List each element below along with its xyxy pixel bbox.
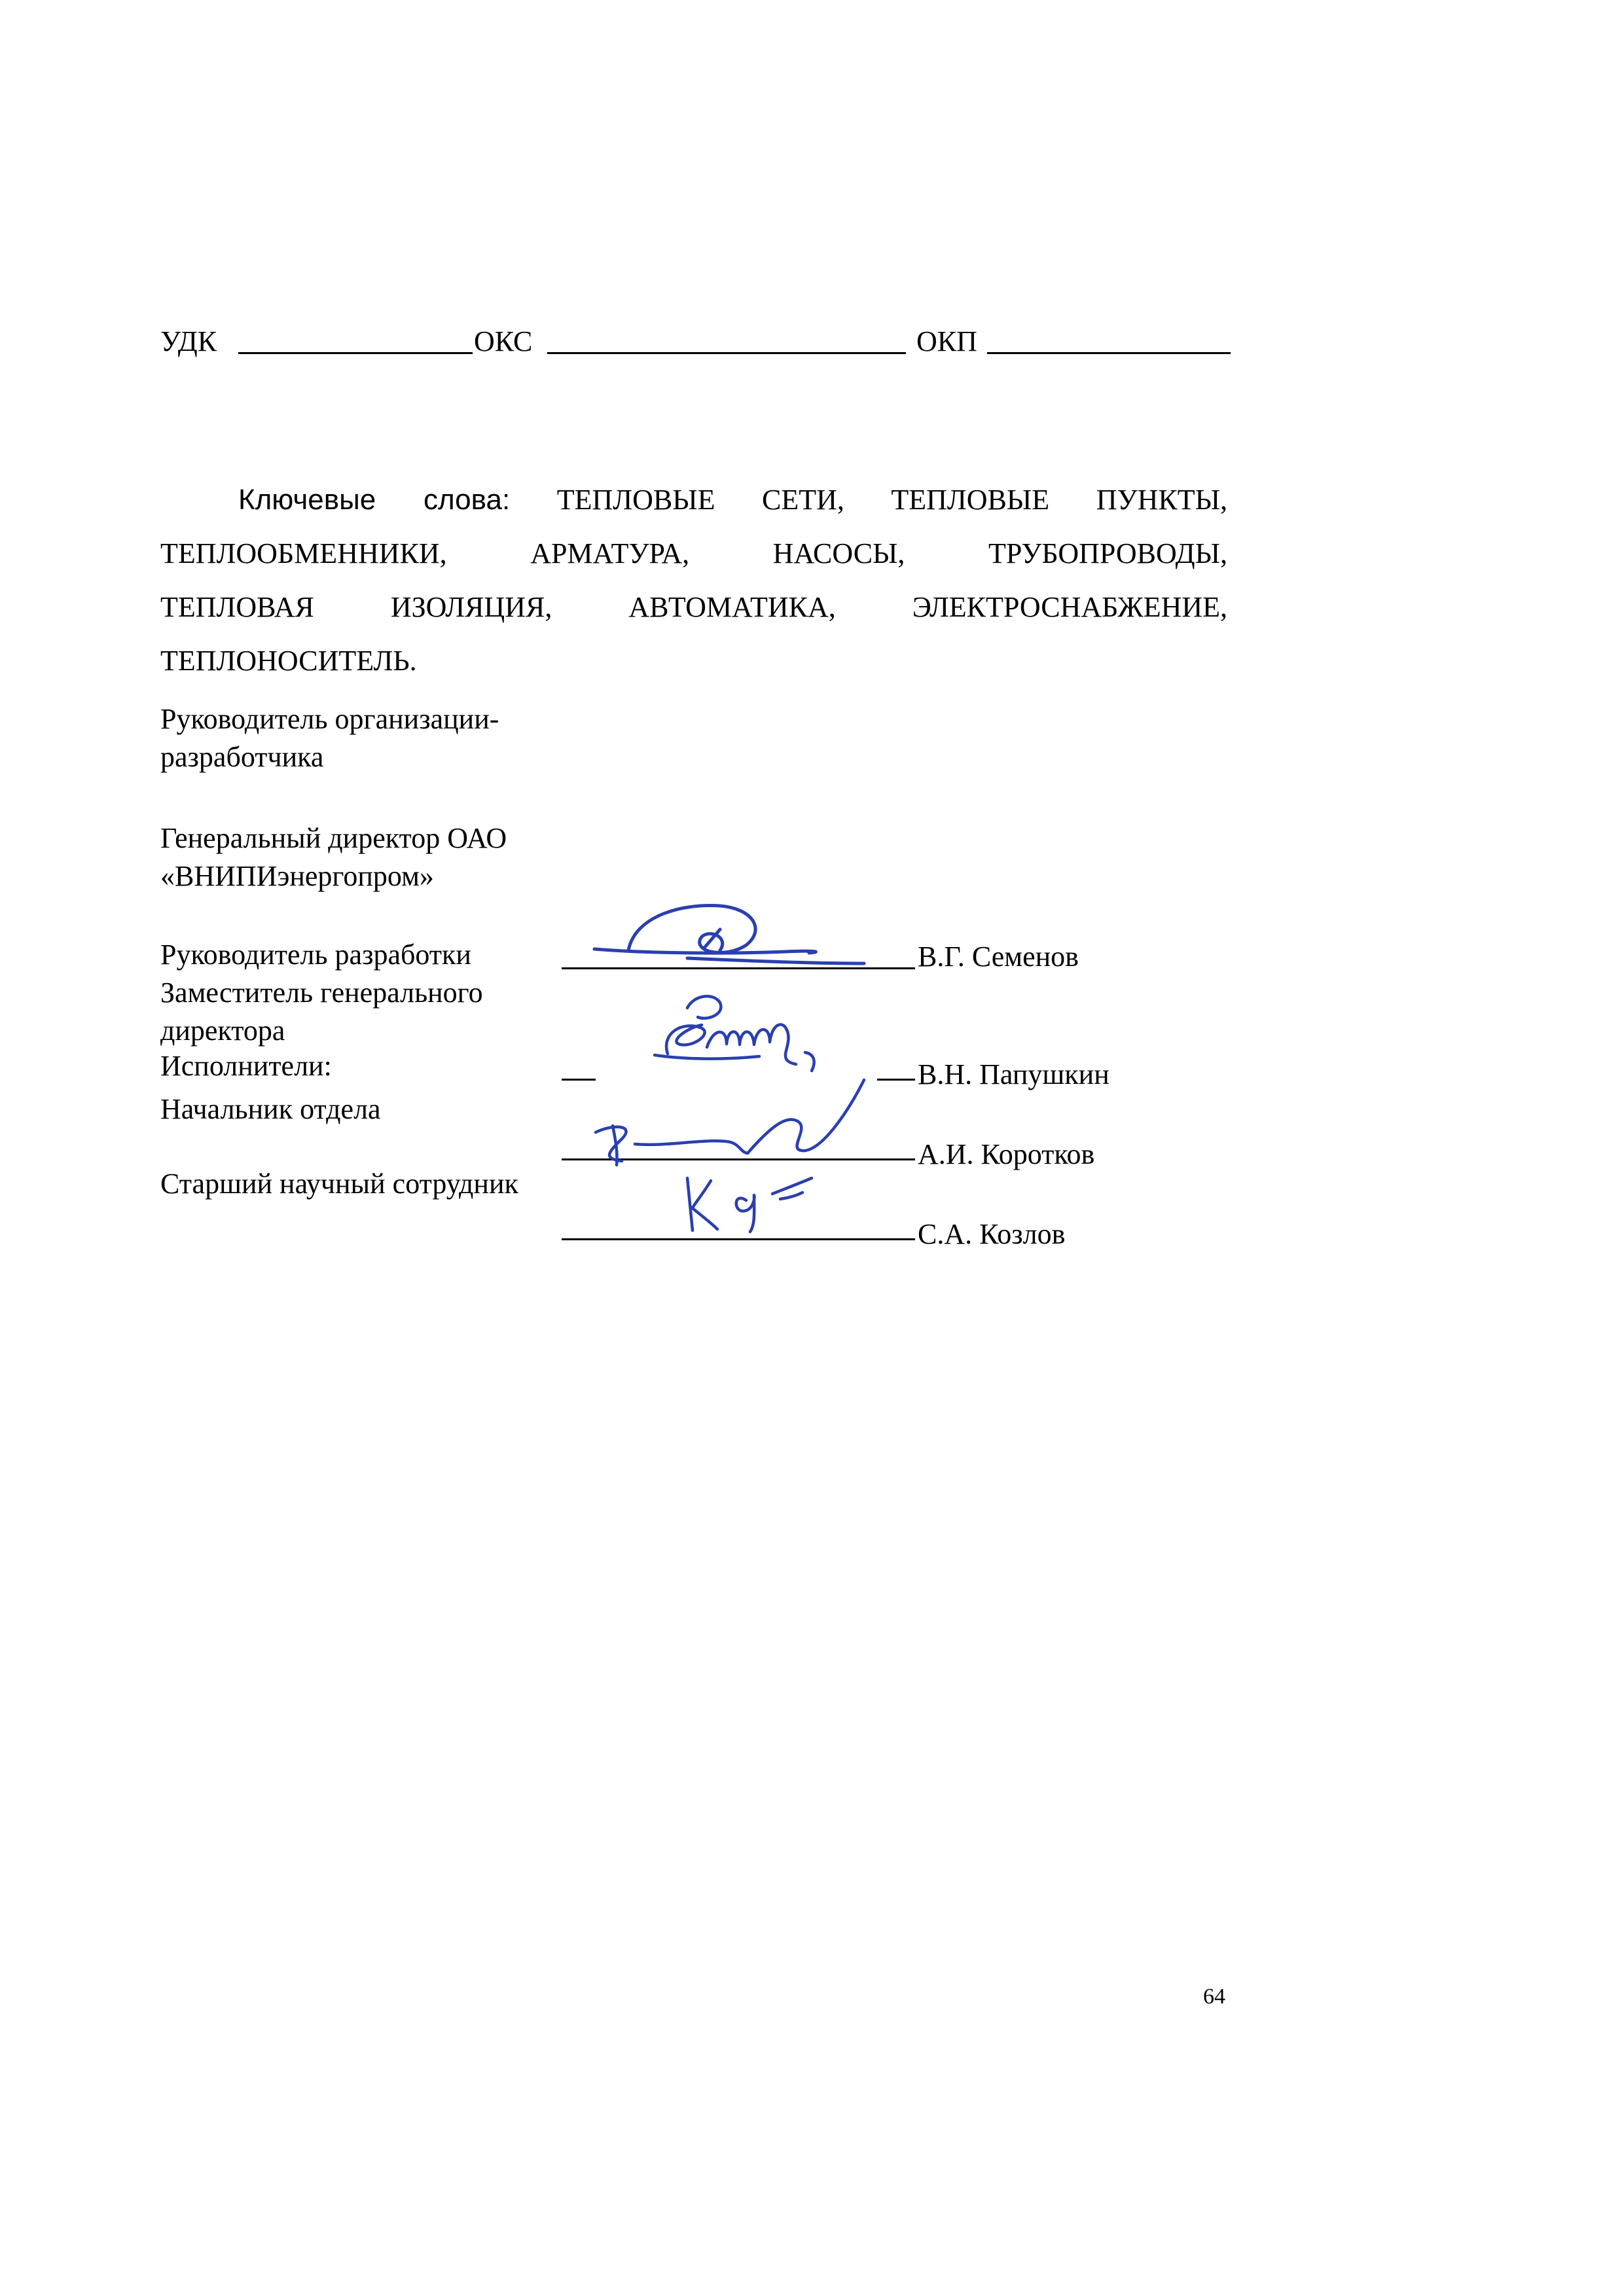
keyword: АВТОМАТИКА,	[628, 591, 836, 623]
keywords-intro: Ключевые слова:	[238, 484, 511, 516]
okp-label: ОКП	[916, 325, 977, 357]
keyword: ПУНКТЫ,	[1096, 484, 1227, 516]
general-director-title-line2: «ВНИПИэнергопром»	[160, 860, 434, 892]
keywords-line-4	[160, 644, 1227, 678]
keyword: НАСОСЫ,	[772, 537, 905, 569]
senior-researcher-signature	[674, 1158, 831, 1237]
oks-field-line	[547, 352, 906, 354]
udk-label: УДК	[160, 325, 217, 357]
executors-label: Исполнители:	[160, 1050, 332, 1082]
senior-researcher-role: Старший научный сотрудник	[160, 1168, 518, 1200]
keyword: ТЕПЛООБМЕННИКИ,	[160, 537, 447, 569]
keyword: ИЗОЛЯЦИЯ,	[390, 591, 552, 623]
senior-researcher-name: С.А. Козлов	[918, 1218, 1066, 1250]
udk-field-line	[238, 352, 473, 354]
deputy-title-line1: Заместитель генерального	[160, 977, 483, 1009]
general-director-title-line1: Генеральный директор ОАО	[160, 822, 507, 854]
keyword: СЕТИ,	[761, 484, 844, 516]
org-head-title-line1: Руководитель организации-	[160, 703, 499, 735]
keywords-line-2	[160, 537, 1227, 571]
dept-head-signature	[576, 1060, 871, 1172]
org-head-title-line2: разработчика	[160, 741, 324, 773]
senior-researcher-signature-line	[562, 1238, 915, 1240]
dev-lead-role: Руководитель разработки	[160, 939, 471, 971]
keyword: ТЕПЛОВАЯ	[160, 591, 314, 623]
keyword: ТРУБОПРОВОДЫ,	[988, 537, 1227, 569]
keyword: ТЕПЛОВЫЕ	[556, 484, 715, 516]
keywords-line-1	[238, 483, 1227, 517]
deputy-title-line2: директора	[160, 1014, 285, 1047]
dev-lead-signature	[589, 890, 877, 982]
oks-label: ОКС	[474, 325, 533, 357]
keyword: ТЕПЛОВЫЕ	[891, 484, 1050, 516]
dept-head-name: А.И. Коротков	[918, 1138, 1095, 1170]
keywords-line-3	[160, 590, 1227, 624]
keyword: АРМАТУРА,	[530, 537, 690, 569]
executor1-name: В.Н. Папушкин	[918, 1058, 1110, 1090]
dept-head-role: Начальник отдела	[160, 1093, 381, 1125]
keyword: ТЕПЛОНОСИТЕЛЬ.	[160, 645, 417, 677]
page-number: 64	[1203, 1984, 1225, 2009]
okp-field-line	[987, 352, 1231, 354]
dev-lead-name: В.Г. Семенов	[918, 941, 1079, 973]
executor1-signature-line-right	[877, 1079, 915, 1081]
keyword: ЭЛЕКТРОСНАБЖЕНИЕ,	[912, 591, 1228, 623]
